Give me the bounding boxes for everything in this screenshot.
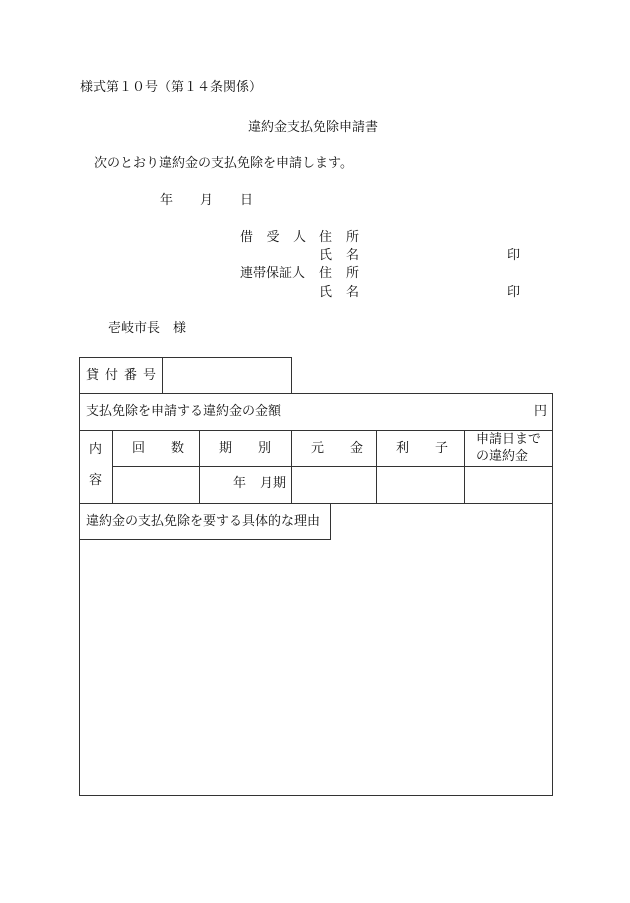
borrower-label: 借 受 人 xyxy=(240,230,306,245)
addressee: 壱岐市長 様 xyxy=(108,321,187,336)
count-field[interactable] xyxy=(113,467,199,503)
guarantor-name-label: 氏 名 xyxy=(319,285,359,300)
borrower-name-label: 氏 名 xyxy=(319,248,359,263)
col-principal-header: 元 金 xyxy=(311,440,363,456)
guarantor-label: 連帯保証人 xyxy=(240,266,306,281)
principal-field[interactable] xyxy=(292,467,376,503)
date-year: 年 xyxy=(160,193,174,208)
content-label-1: 内 xyxy=(89,442,103,457)
amount-label: 支払免除を申請する違約金の金額 xyxy=(86,404,282,419)
rule xyxy=(79,795,553,796)
yen-label: 円 xyxy=(534,404,548,419)
interest-field[interactable] xyxy=(377,467,464,503)
rule xyxy=(552,393,553,796)
guarantor-address-label: 住 所 xyxy=(319,266,359,281)
rule xyxy=(291,357,292,393)
form-number: 様式第１０号（第１４条関係） xyxy=(80,80,263,95)
col-count-header: 回 数 xyxy=(132,440,184,456)
borrower-seal: 印 xyxy=(507,248,521,263)
col-penalty-header-line1: 申請日まで xyxy=(476,432,542,447)
penalty-field[interactable] xyxy=(465,467,552,503)
col-period-header: 期 別 xyxy=(219,440,271,456)
col-interest-header: 利 子 xyxy=(396,440,448,456)
loan-number-label: 貸 付 番 号 xyxy=(86,367,156,383)
content-label-2: 容 xyxy=(89,473,103,488)
guarantor-seal: 印 xyxy=(507,285,521,300)
reason-field[interactable] xyxy=(80,540,552,795)
document-title: 違約金支払免除申請書 xyxy=(248,120,379,135)
loan-number-field[interactable] xyxy=(163,358,291,393)
intro-text: 次のとおり違約金の支払免除を申請します。 xyxy=(94,156,353,171)
date-month: 月 xyxy=(200,193,214,208)
reason-label: 違約金の支払免除を要する具体的な理由 xyxy=(86,513,321,529)
col-penalty-header-line2: の違約金 xyxy=(476,449,529,464)
period-month: 月期 xyxy=(260,476,287,491)
borrower-address-label: 住 所 xyxy=(319,230,359,245)
rule xyxy=(199,430,200,503)
rule xyxy=(330,503,331,539)
date-day: 日 xyxy=(240,193,254,208)
amount-field[interactable] xyxy=(292,394,520,430)
period-year: 年 xyxy=(233,476,247,491)
